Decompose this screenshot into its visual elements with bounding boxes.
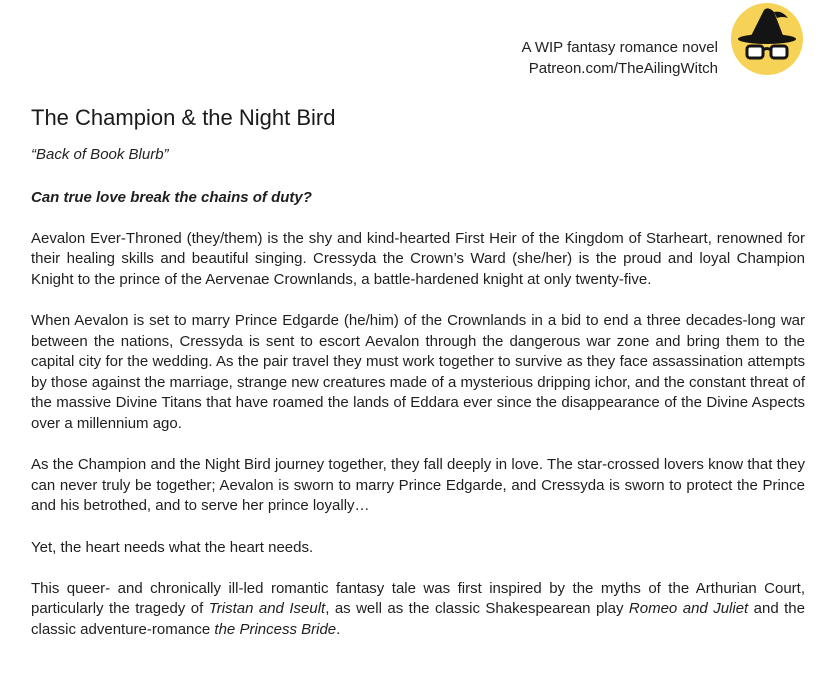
header-line-1: A WIP fantasy romance novel xyxy=(521,39,718,56)
p5-text-2: , as well as the classic Shakespearean play xyxy=(325,600,629,618)
blurb-content xyxy=(31,188,805,640)
p5-title-tristan: Tristan and Iseult xyxy=(208,600,326,618)
p5-text-3: and the classic adventure-romance xyxy=(31,600,805,638)
p5-text-4: . xyxy=(336,620,341,638)
blurb-paragraph-5 xyxy=(31,579,805,641)
subtitle: “Back of Book Blurb” xyxy=(31,146,169,163)
witch-hat-glasses-icon xyxy=(730,2,804,76)
header-line-2: Patreon.com/TheAilingWitch xyxy=(528,60,718,77)
p5-title-romeo: Romeo and Juliet xyxy=(628,600,749,618)
header-credit xyxy=(522,37,719,79)
blurb-paragraph-1: Aevalon Ever-Throned (they/them) is the shy and kind-hearted First Heir of the Kingdom of Starheart, renowned for their healing skills and beautiful singing. Cressyda the Crown’s Ward (she/her) is the proud and loyal Champion Knight to the prince of the Aervenae Crownlands, a battle-hardened knight at only twenty-five. xyxy=(31,229,805,288)
p5-text-1: This queer- and chronically ill-led romantic fantasy tale was first inspired by the myths of the Arthurian Court, particularly the tragedy of xyxy=(31,579,805,618)
tagline: Can true love break the chains of duty? xyxy=(31,189,312,206)
p5-title-princess-bride: the Princess Bride xyxy=(214,620,337,638)
blurb-paragraph-4: Yet, the heart needs what the heart needs. xyxy=(31,538,314,556)
blurb-paragraph-2: When Aevalon is set to marry Prince Edgarde (he/him) of the Crownlands in a bid to end a three decades-long war between the nations, Cressyda is sent to escort Aevalon through the dangerous war zone and bring them to the capital city for the wedding. As the pair travel they must work together to survive as they face assassination attempts by those against the marriage, strange new creatures made of a mysterious dripping ichor, and the constant threat of the massive Divine Titans that have roamed the lands of Eddara ever since the disappearance of the Divine Aspects over a millennium ago. xyxy=(31,311,805,432)
book-title: The Champion & the Night Bird xyxy=(31,105,336,130)
blurb-paragraph-3: As the Champion and the Night Bird journey together, they fall deeply in love. The star-crossed lovers know that they can never truly be together; Aevalon is sworn to marry Prince Edgarde, and Cressyda is sworn to protect the Prince and his betrothed, and to serve her prince loyally… xyxy=(31,456,805,515)
